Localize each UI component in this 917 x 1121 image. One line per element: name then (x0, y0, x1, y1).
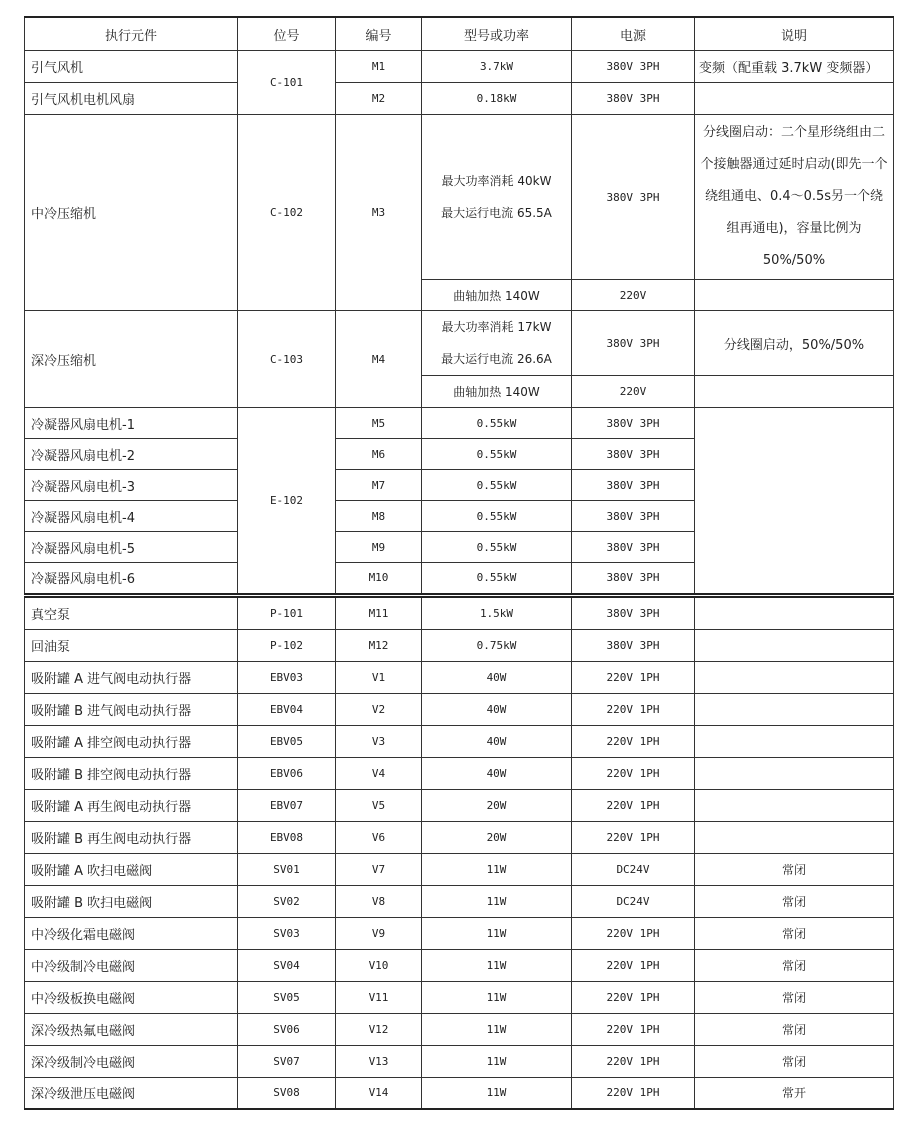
supply-cell: 380V 3PH (572, 532, 695, 563)
supply-cell: DC24V (572, 885, 695, 917)
note-cell (695, 83, 894, 115)
supply-cell: 220V 1PH (572, 789, 695, 821)
element-name: 引气风机 (25, 51, 238, 83)
supply-cell: 220V (572, 280, 695, 311)
number-cell: V9 (336, 917, 422, 949)
table-row (25, 981, 894, 1013)
note-cell (695, 693, 894, 725)
tag-cell: P-102 (238, 629, 336, 661)
table-row (25, 693, 894, 725)
number-cell: M9 (336, 532, 422, 563)
number-cell: M12 (336, 629, 422, 661)
power-cell: 0.55kW (422, 532, 572, 563)
power-cell: 11W (422, 1045, 572, 1077)
number-cell: M7 (336, 470, 422, 501)
tag-cell: SV02 (238, 885, 336, 917)
supply-cell: 220V 1PH (572, 1013, 695, 1045)
power-cell: 0.55kW (422, 563, 572, 594)
header-note: 说明 (695, 17, 894, 51)
element-name: 吸附罐 B 吹扫电磁阀 (25, 885, 238, 917)
supply-cell: 380V 3PH (572, 501, 695, 532)
power-line-2: 最大运行电流 65.5A (441, 206, 552, 220)
element-name: 中冷压缩机 (25, 115, 238, 311)
supply-cell: 380V 3PH (572, 408, 695, 439)
element-name: 中冷级板换电磁阀 (25, 981, 238, 1013)
supply-cell: 380V 3PH (572, 311, 695, 376)
supply-cell: 220V 1PH (572, 693, 695, 725)
element-name: 冷凝器风扇电机-3 (25, 470, 238, 501)
supply-cell: 380V 3PH (572, 51, 695, 83)
tag-cell: SV05 (238, 981, 336, 1013)
power-cell: 20W (422, 789, 572, 821)
note-cell: 常闭 (695, 885, 894, 917)
tag-cell: C-103 (238, 311, 336, 408)
number-cell: M4 (336, 311, 422, 408)
power-cell: 40W (422, 725, 572, 757)
element-name: 深冷级制冷电磁阀 (25, 1045, 238, 1077)
number-cell: V13 (336, 1045, 422, 1077)
power-cell: 0.55kW (422, 470, 572, 501)
table-row (25, 629, 894, 661)
tag-cell: C-101 (238, 51, 336, 115)
number-cell: M8 (336, 501, 422, 532)
element-name: 冷凝器风扇电机-1 (25, 408, 238, 439)
power-cell: 3.7kW (422, 51, 572, 83)
number-cell: V3 (336, 725, 422, 757)
tag-cell: EBV04 (238, 693, 336, 725)
supply-cell: 380V 3PH (572, 629, 695, 661)
power-cell: 0.55kW (422, 439, 572, 470)
number-cell: M5 (336, 408, 422, 439)
tag-cell: EBV05 (238, 725, 336, 757)
note-cell: 分线圈启动：二个星形绕组由二个接触器通过延时启动(即先一个绕组通电、0.4～0.5s另一个绕组再通电)，容量比例为 50%/50% (695, 115, 894, 280)
element-name: 引气风机电机风扇 (25, 83, 238, 115)
power-cell: 11W (422, 853, 572, 885)
power-cell (422, 311, 572, 376)
table-row (25, 1045, 894, 1077)
number-cell: V8 (336, 885, 422, 917)
supply-cell: 380V 3PH (572, 470, 695, 501)
table-row (25, 1013, 894, 1045)
tag-cell: C-102 (238, 115, 336, 311)
element-name: 冷凝器风扇电机-4 (25, 501, 238, 532)
number-cell: V7 (336, 853, 422, 885)
element-name: 吸附罐 B 排空阀电动执行器 (25, 757, 238, 789)
element-name: 深冷级热氟电磁阀 (25, 1013, 238, 1045)
power-cell: 40W (422, 661, 572, 693)
note-cell: 常闭 (695, 949, 894, 981)
tag-cell: SV04 (238, 949, 336, 981)
power-cell: 0.75kW (422, 629, 572, 661)
note-cell (695, 280, 894, 311)
number-cell: V4 (336, 757, 422, 789)
number-cell: V11 (336, 981, 422, 1013)
note-cell (695, 408, 894, 594)
power-cell: 11W (422, 1013, 572, 1045)
element-name: 中冷级制冷电磁阀 (25, 949, 238, 981)
number-cell: V2 (336, 693, 422, 725)
number-cell: M1 (336, 51, 422, 83)
note-cell (695, 757, 894, 789)
element-name: 深冷级泄压电磁阀 (25, 1077, 238, 1109)
tag-cell: SV03 (238, 917, 336, 949)
number-cell: M11 (336, 597, 422, 629)
number-cell: V6 (336, 821, 422, 853)
note-cell (695, 725, 894, 757)
table-row (25, 853, 894, 885)
table-row (25, 661, 894, 693)
number-cell: V5 (336, 789, 422, 821)
table-row (25, 115, 894, 280)
header-element: 执行元件 (25, 17, 238, 51)
note-cell: 常闭 (695, 853, 894, 885)
power-cell: 40W (422, 757, 572, 789)
supply-cell: 220V 1PH (572, 949, 695, 981)
element-name: 冷凝器风扇电机-5 (25, 532, 238, 563)
table-row (25, 885, 894, 917)
power-cell: 1.5kW (422, 597, 572, 629)
element-name: 吸附罐 B 再生阀电动执行器 (25, 821, 238, 853)
power-cell: 0.55kW (422, 408, 572, 439)
power-line-2: 最大运行电流 26.6A (441, 352, 552, 366)
actuator-table-upper (24, 16, 894, 595)
power-cell (422, 115, 572, 280)
element-name: 吸附罐 A 进气阀电动执行器 (25, 661, 238, 693)
power-cell: 11W (422, 949, 572, 981)
supply-cell: 220V 1PH (572, 1045, 695, 1077)
header-row (25, 17, 894, 51)
table-row (25, 821, 894, 853)
table-row (25, 83, 894, 115)
supply-cell: 220V 1PH (572, 821, 695, 853)
element-name: 回油泵 (25, 629, 238, 661)
element-name: 吸附罐 A 再生阀电动执行器 (25, 789, 238, 821)
number-cell: V12 (336, 1013, 422, 1045)
header-tag: 位号 (238, 17, 336, 51)
power-cell: 40W (422, 693, 572, 725)
supply-cell: 380V 3PH (572, 83, 695, 115)
power-cell: 0.18kW (422, 83, 572, 115)
note-cell (695, 661, 894, 693)
power-line-1: 最大功率消耗 17kW (441, 320, 552, 334)
note-cell: 常闭 (695, 1045, 894, 1077)
header-number: 编号 (336, 17, 422, 51)
note-cell (695, 789, 894, 821)
table-row (25, 597, 894, 629)
tag-cell: SV07 (238, 1045, 336, 1077)
note-cell (695, 376, 894, 408)
tag-cell: EBV07 (238, 789, 336, 821)
power-cell: 11W (422, 885, 572, 917)
number-cell: M3 (336, 115, 422, 311)
power-line-1: 最大功率消耗 40kW (441, 174, 552, 188)
tag-cell: P-101 (238, 597, 336, 629)
element-name: 吸附罐 A 排空阀电动执行器 (25, 725, 238, 757)
tag-cell: EBV08 (238, 821, 336, 853)
supply-cell: 220V 1PH (572, 661, 695, 693)
tag-cell: EBV06 (238, 757, 336, 789)
tag-cell: EBV03 (238, 661, 336, 693)
element-name: 深冷压缩机 (25, 311, 238, 408)
table-row (25, 725, 894, 757)
heater-cell: 曲轴加热 140W (422, 280, 572, 311)
note-cell: 常闭 (695, 1013, 894, 1045)
table-row (25, 311, 894, 376)
header-power: 型号或功率 (422, 17, 572, 51)
table-row (25, 408, 894, 439)
note-cell: 分线圈启动，50%/50% (695, 311, 894, 376)
element-name: 冷凝器风扇电机-2 (25, 439, 238, 470)
supply-cell: 380V 3PH (572, 115, 695, 280)
power-cell: 20W (422, 821, 572, 853)
table-row (25, 949, 894, 981)
header-supply: 电源 (572, 17, 695, 51)
note-cell (695, 821, 894, 853)
note-cell (695, 597, 894, 629)
number-cell: M10 (336, 563, 422, 594)
power-cell: 0.55kW (422, 501, 572, 532)
supply-cell: 220V 1PH (572, 1077, 695, 1109)
note-cell: 常闭 (695, 981, 894, 1013)
supply-cell: 220V (572, 376, 695, 408)
element-name: 中冷级化霜电磁阀 (25, 917, 238, 949)
heater-cell: 曲轴加热 140W (422, 376, 572, 408)
number-cell: V14 (336, 1077, 422, 1109)
power-cell: 11W (422, 981, 572, 1013)
supply-cell: 220V 1PH (572, 917, 695, 949)
element-name: 吸附罐 A 吹扫电磁阀 (25, 853, 238, 885)
note-cell: 常闭 (695, 917, 894, 949)
supply-cell: DC24V (572, 853, 695, 885)
note-cell: 变频（配重载 3.7kW 变频器） (695, 51, 894, 83)
supply-cell: 220V 1PH (572, 725, 695, 757)
note-cell: 常开 (695, 1077, 894, 1109)
tag-cell: SV01 (238, 853, 336, 885)
element-name: 吸附罐 B 进气阀电动执行器 (25, 693, 238, 725)
power-cell: 11W (422, 917, 572, 949)
table-row (25, 1077, 894, 1109)
number-cell: V1 (336, 661, 422, 693)
note-cell (695, 629, 894, 661)
supply-cell: 380V 3PH (572, 439, 695, 470)
supply-cell: 220V 1PH (572, 757, 695, 789)
supply-cell: 220V 1PH (572, 981, 695, 1013)
table-row (25, 51, 894, 83)
element-name: 冷凝器风扇电机-6 (25, 563, 238, 594)
power-cell: 11W (422, 1077, 572, 1109)
tag-cell: E-102 (238, 408, 336, 594)
number-cell: V10 (336, 949, 422, 981)
element-name: 真空泵 (25, 597, 238, 629)
tag-cell: SV06 (238, 1013, 336, 1045)
table-row (25, 917, 894, 949)
table-row (25, 757, 894, 789)
number-cell: M6 (336, 439, 422, 470)
tag-cell: SV08 (238, 1077, 336, 1109)
table-row (25, 789, 894, 821)
number-cell: M2 (336, 83, 422, 115)
supply-cell: 380V 3PH (572, 597, 695, 629)
supply-cell: 380V 3PH (572, 563, 695, 594)
actuator-table-lower (24, 596, 894, 1110)
